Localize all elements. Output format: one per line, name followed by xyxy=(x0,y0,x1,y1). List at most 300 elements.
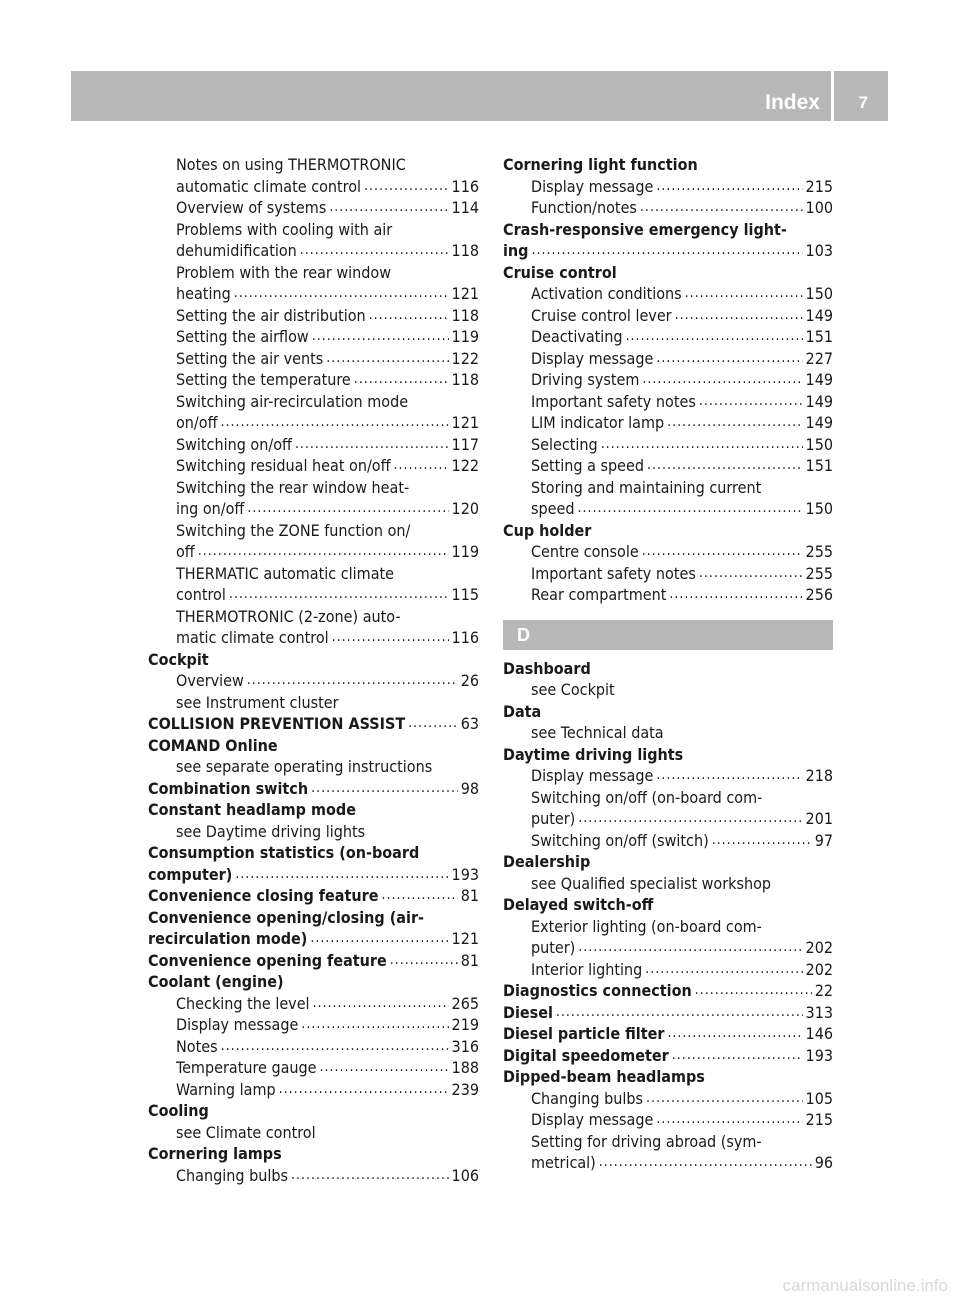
leader-dots xyxy=(291,1165,449,1187)
entry-page-number: 118 xyxy=(451,370,479,389)
entry-page-number: 188 xyxy=(451,1058,479,1077)
leader-dots xyxy=(235,864,448,886)
entry-text: see separate operating instructions xyxy=(176,757,433,776)
leader-dots xyxy=(364,176,448,198)
entry-text: Dashboard xyxy=(503,658,591,678)
page-title: Index xyxy=(765,91,820,114)
entry-page-number: 218 xyxy=(805,766,833,785)
entry-text: Cornering lamps xyxy=(148,1144,282,1163)
entry-text: Cockpit xyxy=(148,649,209,669)
entry-page-number: 116 xyxy=(451,628,479,647)
entry-page-number: 97 xyxy=(814,830,833,850)
entry-text: Important safety notes xyxy=(531,391,696,411)
leader-dots xyxy=(656,176,802,198)
entry-text: Cooling xyxy=(148,1101,209,1120)
index-entry-heading xyxy=(503,894,833,916)
entry-page-number: 202 xyxy=(805,959,833,979)
index-entry xyxy=(503,584,833,606)
index-entry xyxy=(148,305,479,327)
leader-dots xyxy=(279,1079,449,1101)
index-entry-heading xyxy=(148,649,479,671)
header-divider xyxy=(831,71,834,121)
entry-page-number: 105 xyxy=(805,1088,833,1108)
index-entry-heading xyxy=(503,240,833,262)
index-entry-heading xyxy=(148,907,479,929)
index-column-left xyxy=(148,154,479,1186)
index-entry-heading xyxy=(503,1002,833,1024)
leader-dots xyxy=(310,928,448,950)
entry-text: puter) xyxy=(531,809,576,828)
entry-text: Daytime driving lights xyxy=(503,744,684,764)
index-entry-heading xyxy=(503,701,833,723)
entry-page-number: 193 xyxy=(805,1045,833,1065)
entry-text: Digital speedometer xyxy=(503,1045,669,1065)
index-entry xyxy=(148,154,479,176)
leader-dots xyxy=(646,1088,803,1110)
entry-text: COLLISION PREVENTION ASSIST xyxy=(148,714,406,733)
entry-text: Warning lamp xyxy=(176,1079,276,1099)
index-entry xyxy=(503,873,833,895)
entry-text: Selecting xyxy=(531,434,598,454)
entry-page-number: 63 xyxy=(460,714,479,733)
entry-page-number: 121 xyxy=(451,413,479,432)
index-entry xyxy=(148,197,479,219)
entry-text: Convenience closing feature xyxy=(148,886,379,905)
entry-page-number: 316 xyxy=(451,1036,479,1056)
index-entry-heading xyxy=(148,778,479,800)
entry-page-number: 239 xyxy=(451,1079,479,1099)
entry-text: Switching on/off (switch) xyxy=(531,830,709,850)
entry-page-number: 215 xyxy=(805,176,833,196)
entry-page-number: 119 xyxy=(451,542,479,561)
leader-dots xyxy=(247,498,448,520)
entry-page-number: 116 xyxy=(451,176,479,196)
index-entry xyxy=(503,541,833,563)
leader-dots xyxy=(699,563,803,585)
index-entry xyxy=(148,1014,479,1036)
entry-text: control xyxy=(176,585,226,604)
index-entry-heading xyxy=(503,262,833,284)
index-entry xyxy=(148,1057,479,1079)
index-column-right xyxy=(503,154,833,1174)
leader-dots xyxy=(578,808,802,830)
index-entry xyxy=(503,477,833,499)
entry-text: Switching the rear window heat- xyxy=(176,477,410,497)
index-group-c-continued xyxy=(503,154,833,606)
entry-text: Interior lighting xyxy=(531,959,643,979)
index-entry xyxy=(503,1109,833,1131)
index-entry-heading xyxy=(148,885,479,907)
index-entry xyxy=(503,498,833,520)
index-entry xyxy=(503,1088,833,1110)
entry-text: matic climate control xyxy=(176,628,329,647)
entry-text: Overview of systems xyxy=(176,198,327,217)
entry-page-number: 98 xyxy=(460,778,479,798)
index-entry xyxy=(148,391,479,413)
leader-dots xyxy=(601,434,803,456)
index-entry-heading xyxy=(503,744,833,766)
leader-dots xyxy=(675,305,803,327)
entry-text: see Technical data xyxy=(531,723,664,742)
index-entry xyxy=(148,369,479,391)
entry-text: Setting a speed xyxy=(531,456,645,475)
entry-text: LIM indicator lamp xyxy=(531,413,665,432)
entry-page-number: 122 xyxy=(451,348,479,368)
entry-text: see Instrument cluster xyxy=(176,692,339,712)
entry-text: Setting for driving abroad (sym- xyxy=(531,1131,762,1151)
leader-dots xyxy=(382,885,458,907)
leader-dots xyxy=(556,1002,803,1024)
index-entry xyxy=(148,756,479,778)
index-entry-heading xyxy=(503,1045,833,1067)
entry-text: on/off xyxy=(176,413,218,432)
entry-text: Diesel xyxy=(503,1002,553,1022)
leader-dots xyxy=(578,498,803,520)
entry-text: metrical) xyxy=(531,1153,596,1172)
entry-text: THERMATIC automatic climate xyxy=(176,563,395,583)
index-entry xyxy=(503,434,833,456)
entry-page-number: 219 xyxy=(451,1015,479,1034)
entry-text: Display message xyxy=(176,1015,299,1034)
index-entry-heading xyxy=(148,864,479,886)
entry-page-number: 149 xyxy=(805,305,833,325)
entry-text: Switching air-recirculation mode xyxy=(176,391,409,411)
leader-dots xyxy=(672,1045,803,1067)
entry-text: Diagnostics connection xyxy=(503,981,692,1000)
index-entry xyxy=(148,477,479,499)
index-entry xyxy=(148,262,479,284)
entry-text: Delayed switch-off xyxy=(503,895,654,914)
leader-dots xyxy=(329,197,448,219)
entry-text: Overview xyxy=(176,671,244,690)
entry-text: automatic climate control xyxy=(176,176,362,196)
leader-dots xyxy=(311,778,458,800)
index-entry xyxy=(148,692,479,714)
index-entry xyxy=(148,670,479,692)
entry-page-number: 81 xyxy=(460,886,479,905)
entry-text: Switching on/off (on-board com- xyxy=(531,787,763,807)
index-entry xyxy=(503,326,833,348)
entry-text: Notes xyxy=(176,1036,218,1056)
entry-text: ing xyxy=(503,241,529,260)
entry-text: Data xyxy=(503,701,542,721)
entry-page-number: 122 xyxy=(451,456,479,475)
index-entry-heading xyxy=(148,713,479,735)
leader-dots xyxy=(669,584,802,606)
entry-text: Function/notes xyxy=(531,198,637,217)
index-entry xyxy=(503,1152,833,1174)
entry-text: Storing and maintaining current xyxy=(531,477,762,497)
entry-text: Switching residual heat on/off xyxy=(176,456,391,475)
leader-dots xyxy=(712,830,812,852)
index-entry-heading xyxy=(148,928,479,950)
leader-dots xyxy=(301,1014,448,1036)
index-entry xyxy=(148,1036,479,1058)
entry-page-number: 193 xyxy=(451,864,479,884)
entry-text: see Daytime driving lights xyxy=(176,821,366,841)
index-entry-heading xyxy=(503,658,833,680)
entry-page-number: 202 xyxy=(805,938,833,957)
leader-dots xyxy=(332,627,449,649)
leader-dots xyxy=(645,959,802,981)
index-entry xyxy=(148,1165,479,1187)
page-number: 7 xyxy=(858,93,868,112)
entry-text: Important safety notes xyxy=(531,563,696,583)
entry-text: Switching the ZONE function on/ xyxy=(176,520,411,540)
entry-page-number: 150 xyxy=(805,434,833,454)
index-entry xyxy=(148,1122,479,1144)
leader-dots xyxy=(354,369,449,391)
leader-dots xyxy=(656,765,802,787)
index-entry xyxy=(148,348,479,370)
entry-text: speed xyxy=(531,499,575,518)
entry-page-number: 146 xyxy=(805,1024,833,1043)
entry-text: puter) xyxy=(531,938,576,957)
entry-text: Centre console xyxy=(531,542,639,561)
leader-dots xyxy=(667,412,802,434)
entry-text: Dealership xyxy=(503,852,591,871)
entry-page-number: 149 xyxy=(805,391,833,411)
leader-dots xyxy=(642,369,802,391)
watermark: carmanualsonline.info xyxy=(782,1276,948,1295)
leader-dots xyxy=(408,713,458,735)
index-entry-heading xyxy=(503,1066,833,1088)
index-entry-heading xyxy=(503,851,833,873)
index-entry xyxy=(148,584,479,606)
entry-text: Setting the temperature xyxy=(176,370,351,389)
entry-page-number: 149 xyxy=(805,413,833,432)
entry-page-number: 26 xyxy=(460,671,479,690)
index-entry xyxy=(148,627,479,649)
entry-text: COMAND Online xyxy=(148,735,278,755)
entry-page-number: 150 xyxy=(805,284,833,303)
leader-dots xyxy=(394,455,449,477)
entry-page-number: 265 xyxy=(451,993,479,1013)
entry-text: see Qualified specialist workshop xyxy=(531,873,772,893)
entry-text: Display message xyxy=(531,766,654,785)
leader-dots xyxy=(369,305,449,327)
index-entry xyxy=(148,434,479,456)
leader-dots xyxy=(221,1036,449,1058)
entry-page-number: 22 xyxy=(814,981,833,1000)
entry-text: Display message xyxy=(531,1110,654,1129)
index-entry-heading xyxy=(148,971,479,993)
index-entry-heading xyxy=(148,950,479,972)
leader-dots xyxy=(300,240,449,262)
entry-text: Temperature gauge xyxy=(176,1058,317,1077)
leader-dots xyxy=(229,584,449,606)
entry-page-number: 150 xyxy=(805,499,833,518)
entry-page-number: 149 xyxy=(805,370,833,389)
entry-text: Driving system xyxy=(531,370,640,389)
index-entry xyxy=(148,563,479,585)
index-entry xyxy=(503,722,833,744)
entry-page-number: 121 xyxy=(451,284,479,303)
entry-text: see Cockpit xyxy=(531,680,615,699)
entry-text: Setting the airflow xyxy=(176,327,309,346)
entry-text: dehumidification xyxy=(176,241,297,260)
entry-page-number: 313 xyxy=(805,1002,833,1022)
entry-page-number: 151 xyxy=(805,327,833,346)
leader-dots xyxy=(247,670,458,692)
entry-page-number: 117 xyxy=(451,434,479,454)
leader-dots xyxy=(656,348,802,370)
entry-text: Coolant (engine) xyxy=(148,972,284,991)
entry-text: Constant headlamp mode xyxy=(148,800,356,819)
entry-text: Rear compartment xyxy=(531,585,667,604)
entry-text: Setting the air distribution xyxy=(176,305,366,325)
index-entry xyxy=(503,830,833,852)
entry-text: Switching on/off xyxy=(176,434,292,454)
leader-dots xyxy=(699,391,803,413)
leader-dots xyxy=(234,283,449,305)
entry-page-number: 114 xyxy=(451,198,479,217)
index-entry xyxy=(148,1079,479,1101)
entry-text: ing on/off xyxy=(176,499,245,518)
index-entry xyxy=(503,563,833,585)
index-entry-heading xyxy=(148,1143,479,1165)
index-entry xyxy=(148,541,479,563)
entry-text: Diesel particle filter xyxy=(503,1024,665,1043)
entry-text: Activation conditions xyxy=(531,284,682,303)
index-entry xyxy=(503,1131,833,1153)
entry-text: Dipped-beam headlamps xyxy=(503,1067,705,1086)
entry-text: Consumption statistics (on-board xyxy=(148,843,420,862)
index-entry xyxy=(148,821,479,843)
leader-dots xyxy=(599,1152,812,1174)
entry-page-number: 103 xyxy=(805,241,833,260)
entry-text: Changing bulbs xyxy=(176,1165,289,1185)
entry-text: Setting the air vents xyxy=(176,348,324,368)
index-entry xyxy=(503,412,833,434)
index-entry-heading xyxy=(503,1023,833,1045)
entry-page-number: 227 xyxy=(805,348,833,368)
index-entry xyxy=(503,787,833,809)
entry-text: Convenience opening/closing (air- xyxy=(148,907,425,927)
entry-text: heating xyxy=(176,284,231,303)
leader-dots xyxy=(647,455,803,477)
entry-text: THERMOTRONIC (2-zone) auto- xyxy=(176,606,401,626)
entry-page-number: 121 xyxy=(451,929,479,948)
index-entry xyxy=(148,498,479,520)
index-entry xyxy=(503,348,833,370)
leader-dots xyxy=(642,541,803,563)
index-entry xyxy=(503,455,833,477)
index-entry xyxy=(503,679,833,701)
index-entry xyxy=(503,391,833,413)
leader-dots xyxy=(626,326,803,348)
index-entry-heading xyxy=(148,735,479,757)
entry-page-number: 255 xyxy=(805,563,833,583)
entry-page-number: 255 xyxy=(805,542,833,561)
index-entry xyxy=(503,283,833,305)
entry-page-number: 119 xyxy=(451,327,479,346)
entry-text: off xyxy=(176,542,195,561)
leader-dots xyxy=(312,326,449,348)
entry-text: Convenience opening feature xyxy=(148,950,387,970)
entry-page-number: 106 xyxy=(451,1165,479,1185)
leader-dots xyxy=(667,1023,802,1045)
index-entry xyxy=(148,520,479,542)
index-entry xyxy=(148,326,479,348)
index-entry-heading xyxy=(148,799,479,821)
index-entry xyxy=(148,176,479,198)
index-entry xyxy=(148,240,479,262)
entry-page-number: 118 xyxy=(451,241,479,260)
entry-text: computer) xyxy=(148,864,233,884)
entry-page-number: 100 xyxy=(805,198,833,217)
entry-text: Cruise control lever xyxy=(531,305,672,325)
entry-text: Crash-responsive emergency light- xyxy=(503,219,787,239)
leader-dots xyxy=(685,283,803,305)
index-entry xyxy=(148,283,479,305)
entry-page-number: 215 xyxy=(805,1110,833,1129)
index-entry-heading xyxy=(503,154,833,176)
leader-dots xyxy=(295,434,449,456)
entry-text: Combination switch xyxy=(148,778,309,798)
index-entry xyxy=(148,606,479,628)
index-entry xyxy=(503,197,833,219)
section-header-d: D xyxy=(503,620,833,650)
index-entry-heading xyxy=(148,1100,479,1122)
index-entry xyxy=(503,916,833,938)
index-entry-heading xyxy=(503,219,833,241)
leader-dots xyxy=(313,993,449,1015)
index-group-d xyxy=(503,658,833,1174)
index-entry-heading xyxy=(503,980,833,1002)
leader-dots xyxy=(390,950,458,972)
entry-page-number: 96 xyxy=(814,1153,833,1172)
entry-text: Problem with the rear window xyxy=(176,262,392,282)
index-entry xyxy=(148,412,479,434)
index-entry xyxy=(503,959,833,981)
entry-text: Changing bulbs xyxy=(531,1088,644,1108)
leader-dots xyxy=(578,937,802,959)
index-entry xyxy=(503,305,833,327)
entry-page-number: 115 xyxy=(451,585,479,604)
leader-dots xyxy=(695,980,812,1002)
entry-text: Cornering light function xyxy=(503,155,698,174)
leader-dots xyxy=(656,1109,802,1131)
leader-dots xyxy=(320,1057,449,1079)
entry-text: Exterior lighting (on-board com- xyxy=(531,916,762,936)
index-entry xyxy=(503,369,833,391)
entry-page-number: 120 xyxy=(451,499,479,518)
index-entry xyxy=(503,808,833,830)
leader-dots xyxy=(221,412,449,434)
leader-dots xyxy=(326,348,448,370)
leader-dots xyxy=(531,240,802,262)
entry-text: Problems with cooling with air xyxy=(176,219,393,239)
index-entry xyxy=(148,219,479,241)
header-bar xyxy=(71,71,888,121)
entry-page-number: 256 xyxy=(805,585,833,604)
index-entry xyxy=(148,993,479,1015)
entry-page-number: 118 xyxy=(451,305,479,325)
entry-text: Cruise control xyxy=(503,262,617,282)
entry-page-number: 151 xyxy=(805,456,833,475)
entry-text: recirculation mode) xyxy=(148,929,308,948)
entry-text: Deactivating xyxy=(531,327,623,346)
leader-dots xyxy=(640,197,803,219)
index-entry xyxy=(503,176,833,198)
index-entry xyxy=(148,455,479,477)
index-entry xyxy=(503,937,833,959)
entry-text: see Climate control xyxy=(176,1122,316,1142)
index-entry-heading xyxy=(503,520,833,542)
entry-page-number: 81 xyxy=(460,950,479,970)
index-entry-heading xyxy=(148,842,479,864)
